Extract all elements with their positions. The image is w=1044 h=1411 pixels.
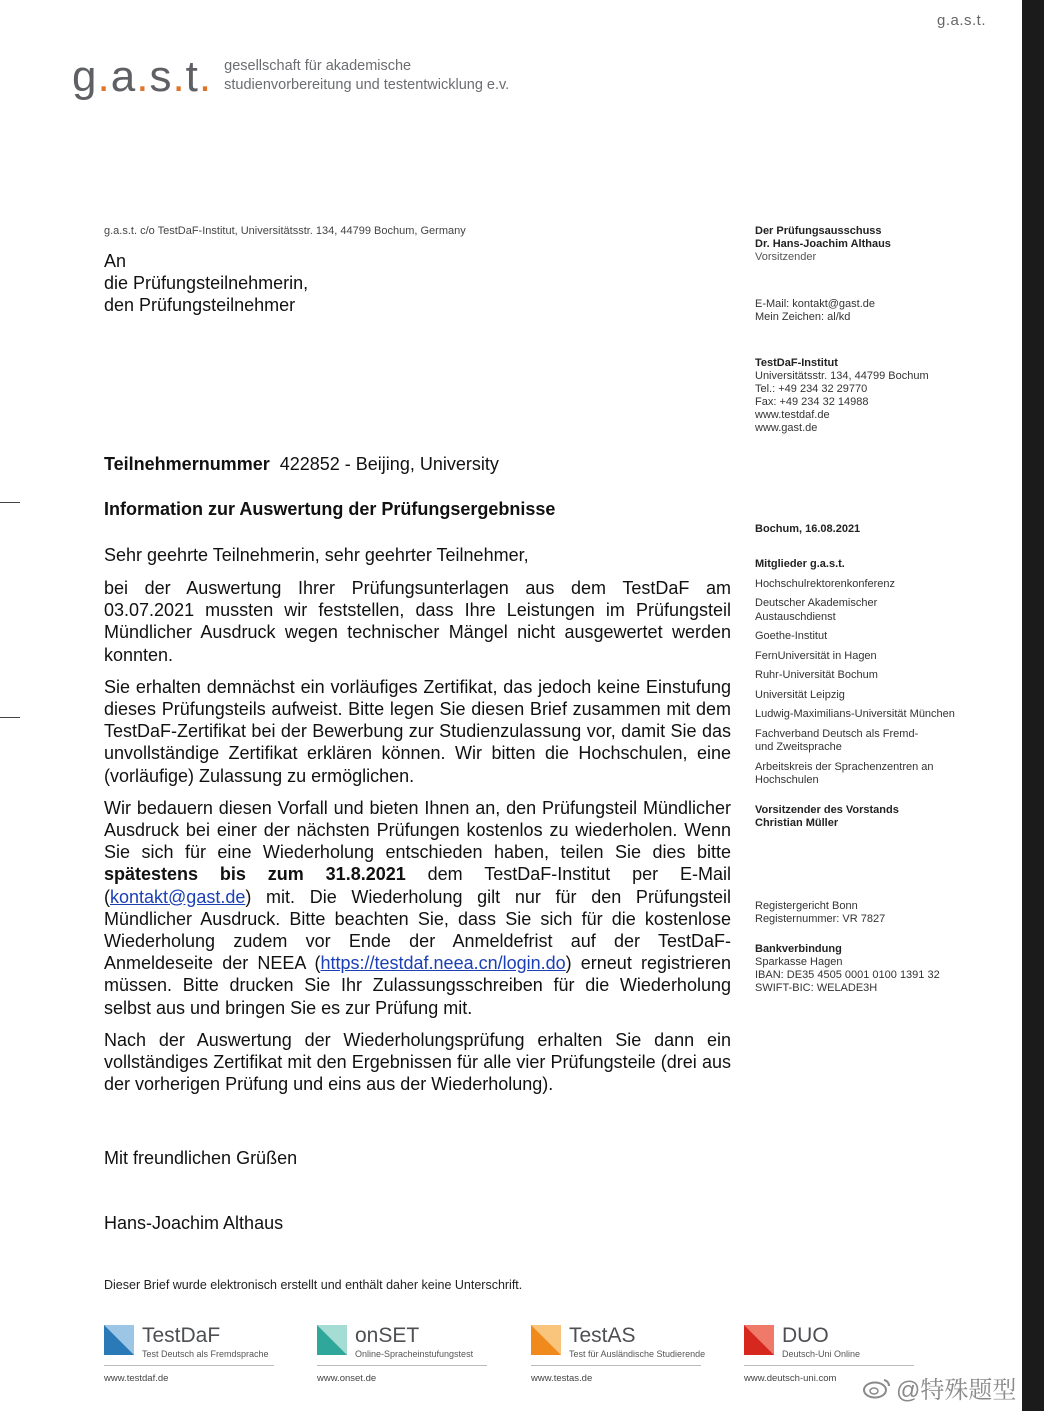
member-item: Ludwig-Maximilians-Universität München <box>755 708 955 720</box>
paragraph-4: Nach der Auswertung der Wiederholungsprüfung erhalten Sie dann ein vollständiges Zertifikat mit den Ergebnissen für alle vier Prüfungsteile (drei aus der vorherigen Prüfung und eins aus der Wiederholung). <box>104 1029 731 1095</box>
gast-logo <box>72 52 509 102</box>
testas-logo-icon <box>531 1325 561 1355</box>
letter-subject: Information zur Auswertung der Prüfungsergebnisse <box>104 499 556 519</box>
onset-logo-icon <box>317 1325 347 1355</box>
testdaf-logo-icon <box>104 1325 134 1355</box>
bank-block: Bankverbindung Sparkasse Hagen IBAN: DE35 4505 0001 0100 1391 32 SWIFT-BIC: WELADE3H <box>755 943 940 994</box>
member-item: Ruhr-Universität Bochum <box>755 669 878 681</box>
footer-logo-duo: DUO Deutsch-Uni Online www.deutsch-uni.com <box>744 1325 924 1384</box>
register-block: Registergericht Bonn Registernummer: VR 7827 <box>755 900 886 925</box>
logo-subtitle: gesellschaft für akademische studienvorbereitung und testentwicklung e.v. <box>224 58 510 93</box>
member-item: Arbeitskreis der Sprachenzentren an Hochschulen <box>755 760 934 786</box>
member-item: Goethe-Institut <box>755 630 828 642</box>
neea-link[interactable]: https://testdaf.neea.cn/login.do <box>320 953 566 974</box>
member-item: FernUniversität in Hagen <box>755 649 877 662</box>
email-link[interactable]: kontakt@gast.de <box>110 886 246 907</box>
fold-mark-bottom <box>0 717 20 718</box>
footer-logo-testdaf: TestDaF Test Deutsch als Fremdsprache www.testdaf.de <box>104 1325 284 1384</box>
weibo-icon <box>862 1377 892 1399</box>
paragraph-1: bei der Auswertung Ihrer Prüfungsunterlagen aus dem TestDaF am 03.07.2021 mussten wir feststellen, dass Ihre Leistungen im Prüfungsteil Mündlicher Ausdruck wegen technischer Mängel nicht ausgewertet werden konnten. <box>104 578 731 665</box>
corner-brand: g.a.s.t. <box>937 12 987 29</box>
closing: Mit freundlichen Grüßen <box>104 1148 298 1168</box>
footer-url: www.deutsch-uni.com <box>744 1373 837 1384</box>
participant-number: Teilnehmernummer 422852 - Beijing, University <box>104 454 499 474</box>
scan-edge <box>1022 0 1044 1411</box>
logo-wordmark: g.a.s.t. <box>72 52 213 101</box>
board-block: Vorsitzender des Vorstands Christian Müller <box>755 804 899 829</box>
member-item: Hochschulrektorenkonferenz <box>755 577 896 590</box>
letter-body <box>104 577 731 1105</box>
committee-block: Der Prüfungsausschuss Dr. Hans-Joachim Althaus Vorsitzender <box>755 225 891 263</box>
footer-url: www.onset.de <box>317 1373 377 1384</box>
date-line: Bochum, 16.08.2021 <box>755 523 861 535</box>
recipient-block: An die Prüfungsteilnehmerin, den Prüfungsteilnehmer <box>104 251 309 315</box>
institute-block: TestDaF-Institut Universitätsstr. 134, 44799 Bochum Tel.: +49 234 32 29770 Fax: +49 234 32 14988 www.testdaf.de www.gast.de <box>755 357 929 434</box>
members-block: Mitglieder g.a.s.t. Hochschulrektorenkonferenz Deutscher Akademischer Austauschdienst Goethe-Institut FernUniversität in Hagen Ruhr-Universität Bochum Universität Leipzig Ludwig-Maximilians-Universität München Fachverband Deutsch als Fremd- und Zweitsprache Arbeitskreis der Sprachenzentren an Hochschulen <box>755 558 955 786</box>
contact-block: E-Mail: kontakt@gast.de Mein Zeichen: al/kd <box>755 298 875 323</box>
footer-url: www.testdaf.de <box>104 1373 169 1384</box>
footer-url: www.testas.de <box>531 1373 593 1384</box>
footer-logo-onset: onSET Online-Spracheinstufungstest www.onset.de <box>317 1325 497 1384</box>
weibo-watermark: @特殊题型 <box>862 1370 1016 1405</box>
member-item: Fachverband Deutsch als Fremd- und Zweitsprache <box>755 727 919 753</box>
salutation: Sehr geehrte Teilnehmerin, sehr geehrter Teilnehmer, <box>104 545 529 565</box>
duo-logo-icon <box>744 1325 774 1355</box>
electronic-note: Dieser Brief wurde elektronisch erstellt und enthält daher keine Unterschrift. <box>104 1278 523 1292</box>
signature-name: Hans-Joachim Althaus <box>104 1213 284 1233</box>
member-item: Deutscher Akademischer Austauschdienst <box>755 597 878 623</box>
paragraph-3: Wir bedauern diesen Vorfall und bieten Ihnen an, den Prüfungsteil Mündlicher Ausdruck bei einer der nächsten Prüfungen kostenlos zu wiederholen. Wenn Sie sich für eine Wiederholung entschieden haben, teilen Sie dies bitte spätestens bis zum 31.8.2021 dem TestDaF-Institut per E-Mail (kontakt@gast.de) mit. Die Wiederholung gilt nur für den Prüfungsteil Mündlicher Ausdruck. Bitte beachten Sie, dass Sie sich für die kostenlose Wiederholung zudem vor Ende der Anmeldefrist auf der TestDaF-Anmeldeseite der NEEA (https://testdaf.neea.cn/login.do) erneut registrieren müssen. Bitte drucken Sie Ihr Zulassungsschreiben für die Wiederholung selbst aus und bringen Sie es zur Prüfung mit. <box>104 797 731 1018</box>
member-item: Universität Leipzig <box>755 688 845 701</box>
paragraph-2: Sie erhalten demnächst ein vorläufiges Zertifikat, das jedoch keine Einstufung dieses Prüfungsteils aufweist. Bitte legen Sie diesen Brief zusammen mit dem TestDaF-Zertifikat bei der Bewerbung zur Studienzulassung vor, damit Sie das unvollständige Zertifikat erklären können. Wir bitten die Hochschulen, eine (vorläufige) Zulassung zu ermöglichen. <box>104 676 731 786</box>
footer-logo-testas: TestAS Test für Ausländische Studierende www.testas.de <box>531 1325 711 1384</box>
fold-mark-top <box>0 502 20 503</box>
sender-address-line: g.a.s.t. c/o TestDaF-Institut, Universitätsstr. 134, 44799 Bochum, Germany <box>104 225 466 237</box>
